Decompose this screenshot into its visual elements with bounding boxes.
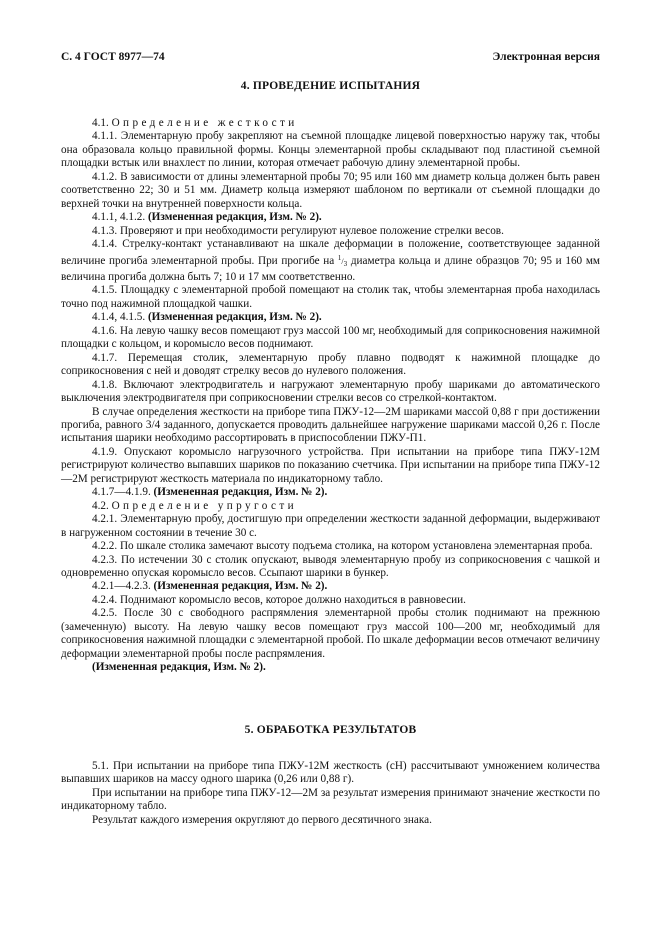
subsection-4-1-heading: 4.1. Определение жесткости	[92, 117, 298, 129]
amendment-note-4-1-7: 4.1.7—4.1.9. (Измененная редакция, Изм. № 2).	[92, 486, 328, 499]
amendment-note-4-2-1: 4.2.1—4.2.3. (Измененная редакция, Изм. № 2).	[92, 580, 328, 593]
paragraph-5-1-b: При испытании на приборе типа ПЖУ-12—2М за результат измерения принимают значение жесткости по индикаторному табло.	[61, 786, 600, 813]
header-edition-label: Электронная версия	[492, 51, 600, 63]
paragraph-4-1-8: 4.1.8. Включают электродвигатель и нагружают элементарную пробу шариками до автоматического выключения электродвигателя при соприкосновении стрелки весов со стрелкой-контактом.	[61, 378, 600, 405]
section-5-title: 5. ОБРАБОТКА РЕЗУЛЬТАТОВ	[244, 724, 417, 736]
subsection-title-stiffness: Определение жесткости	[111, 117, 298, 129]
paragraph-4-2-4: 4.2.4. Поднимают коромысло весов, которое должно находиться в равновесии.	[92, 593, 466, 606]
section-4-body	[61, 117, 600, 675]
page-header	[61, 51, 600, 63]
paragraph-4-1-4: 4.1.4. Стрелку-контакт устанавливают на шкале деформации в положение, соответствующее заданной величине прогиба элементарной пробы. При прогибе на $^1/_3$ диаметра кольца и длине образцов 70; 95 и 160 мм величина прогиба должна быть 7; 10 и 17 мм соответственно.	[61, 238, 600, 283]
section-4-title: 4. ПРОВЕДЕНИЕ ИСПЫТАНИЯ	[240, 80, 421, 92]
section-5-body	[61, 760, 600, 827]
amendment-note-4-1-4: 4.1.4, 4.1.5. (Измененная редакция, Изм. № 2).	[92, 311, 322, 324]
paragraph-4-1-9: 4.1.9. Опускают коромысло нагрузочного устройства. При испытании на приборе типа ПЖУ-12М регистрируют количество выпавших шариков по показанию счетчика. При испытании на приборе типа ПЖУ-12—2М регистрируют жесткость материала по индикаторному табло.	[61, 445, 600, 485]
paragraph-4-1-2: 4.1.2. В зависимости от длины элементарной пробы 70; 95 или 160 мм диаметр кольца должен быть равен соответственно 22; 30 и 51 мм. Диаметр кольца измеряют шаблоном по вертикали от съемной площадки до верхней точки на внутренней поверхности кольца.	[61, 170, 600, 210]
subsection-title-elasticity: Определение упругости	[111, 499, 298, 512]
fraction-one-third: $^1/_3$	[337, 253, 348, 268]
paragraph-4-1-8-b: В случае определения жесткости на приборе типа ПЖУ-12—2М шариками массой 0,88 г при достижении прогиба, равного 3/4 заданного, допускается проводить дальнейшее нагружение шариками массой 0,26 г. После испытания шарики необходимо рассортировать в приспособлении ПЖУ-П1.	[61, 405, 600, 445]
paragraph-4-1-6: 4.1.6. На левую чашку весов помещают груз массой 100 мг, необходимый для соприкосновения нажимной площадки с кольцом, и коромысло весов поднимают.	[61, 324, 600, 351]
subsection-4-2-heading: 4.2. Определение упругости	[92, 499, 298, 512]
paragraph-4-1-7: 4.1.7. Перемещая столик, элементарную пробу плавно подводят к нажимной площадке до соприкосновения с ней и доводят стрелку весов до нулевого положения.	[61, 351, 600, 378]
paragraph-5-1-c: Результат каждого измерения округляют до первого десятичного знака.	[92, 813, 432, 826]
paragraph-4-1-1: 4.1.1. Элементарную пробу закрепляют на съемной площадке лицевой поверхностью наружу так, чтобы она образовала кольцо правильной формы. Концы элементарной пробы складывают под пластиной съемной площадки встык или внахлест по линии, которая отмечает рабочую длину элементарной пробы.	[61, 130, 600, 170]
paragraph-4-1-3: 4.1.3. Проверяют и при необходимости регулируют нулевое положение стрелки весов.	[92, 224, 504, 237]
paragraph-4-2-5: 4.2.5. После 30 с свободного распрямления элементарной пробы столик поднимают на прежнюю (замеченную) высоту. На левую чашку весов помещают груз массой 100—200 мг, необходимый для соприкосновения нажимной площадки с элементарной пробой. По шкале деформации весов отмечают величину деформации элементарной пробы после распрямления.	[61, 607, 600, 660]
header-standard-ref: С. 4 ГОСТ 8977—74	[61, 51, 165, 63]
amendment-note-4-1-1: 4.1.1, 4.1.2. (Измененная редакция, Изм. № 2).	[92, 211, 322, 224]
paragraph-4-2-3: 4.2.3. По истечении 30 с столик опускают, выводя элементарную пробу из соприкосновения с чашкой и одновременно опуская коромысло весов. Ссыпают шарики в бункер.	[61, 553, 600, 579]
paragraph-4-2-2: 4.2.2. По шкале столика замечают высоту подъема столика, на котором установлена элементарная проба.	[92, 540, 593, 553]
paragraph-5-1: 5.1. При испытании на приборе типа ПЖУ-12М жесткость (сН) рассчитывают умножением количества выпавших шариков на массу одного шарика (0,26 или 0,88 г).	[61, 760, 600, 786]
amendment-note-final: (Измененная редакция, Изм. № 2).	[92, 661, 266, 674]
paragraph-4-1-5: 4.1.5. Площадку с элементарной пробой помещают на столик так, чтобы элементарная проба находилась точно под нажимной площадкой чашки.	[61, 284, 600, 310]
paragraph-4-2-1: 4.2.1. Элементарную пробу, достигшую при определении жесткости заданной деформации, выдерживают в нагруженном состоянии в течение 30 с.	[61, 513, 600, 539]
